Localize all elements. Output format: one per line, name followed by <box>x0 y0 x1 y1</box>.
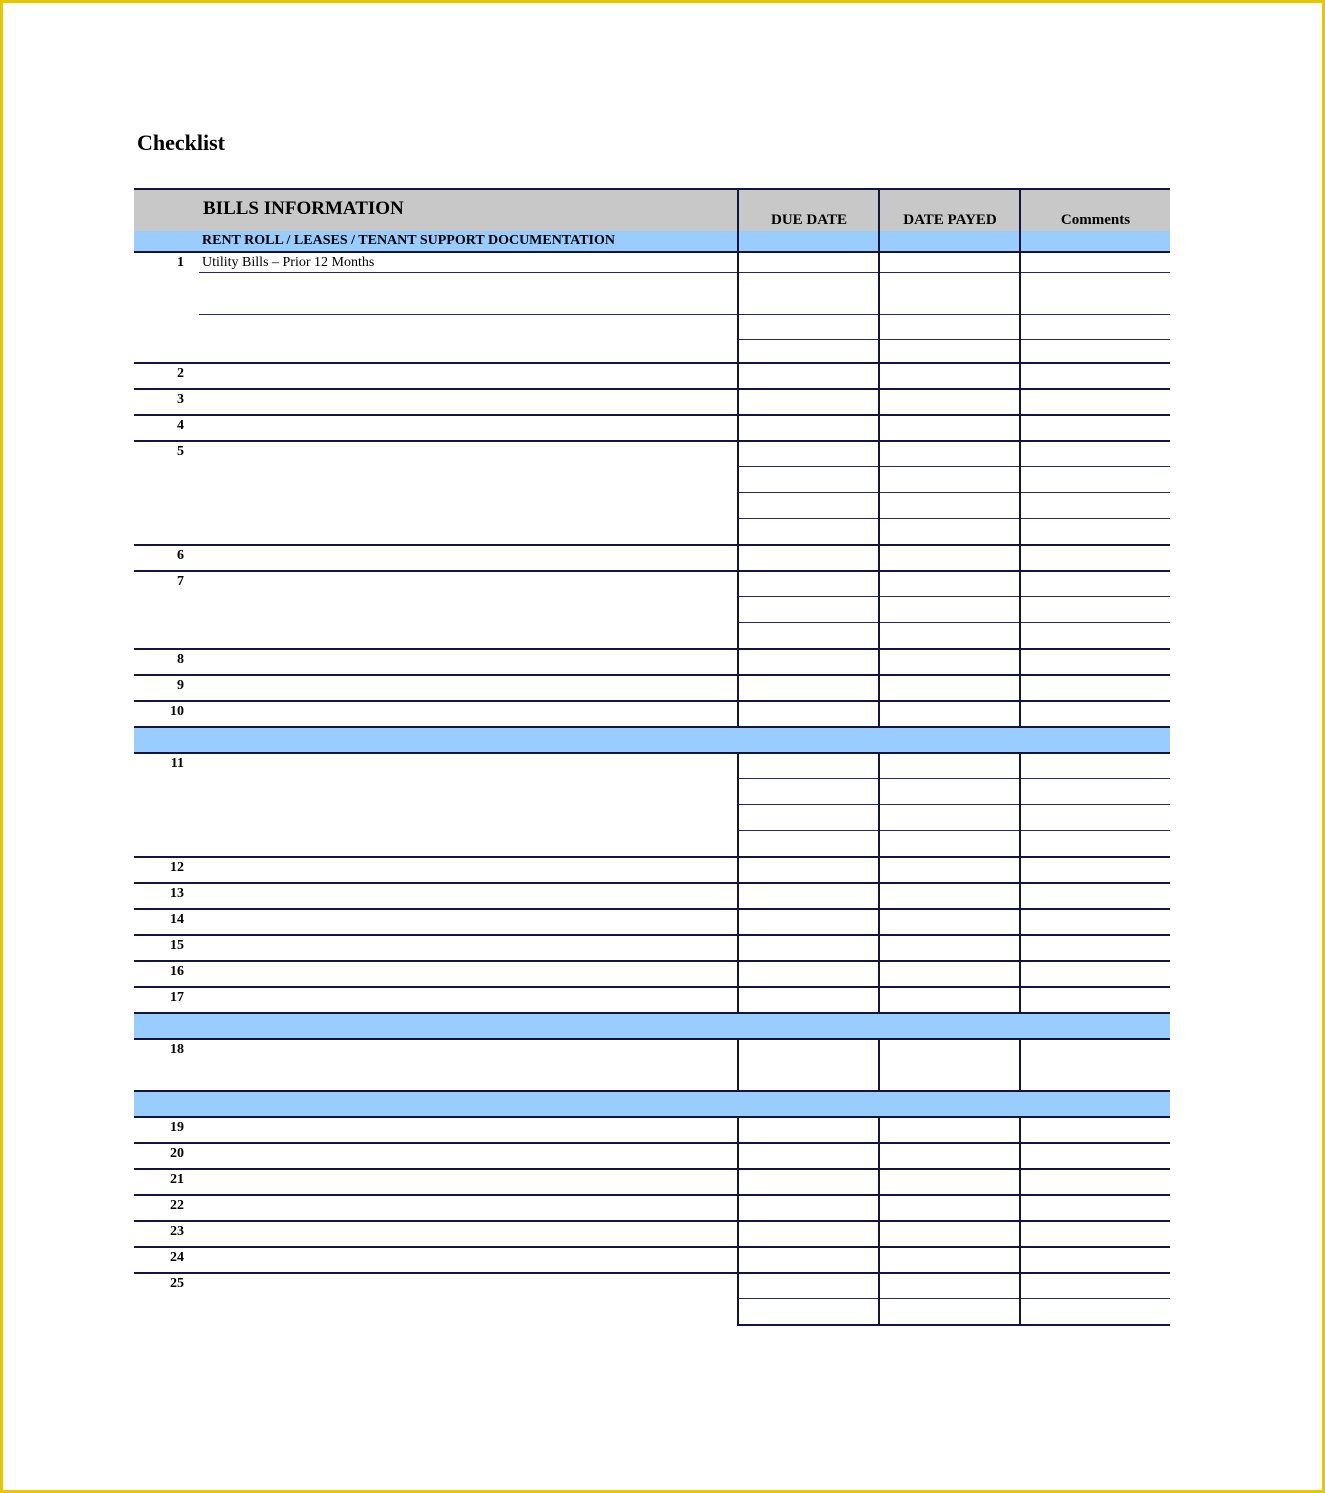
row-line <box>134 1090 1170 1092</box>
row-number: 10 <box>170 704 184 719</box>
row-number: 25 <box>170 1276 184 1291</box>
section-label-rent-roll: RENT ROLL / LEASES / TENANT SUPPORT DOCUMENTATION <box>202 233 615 248</box>
comments-header: Comments <box>1060 212 1131 228</box>
sub-row-line <box>738 314 1170 315</box>
row-line <box>134 674 1170 676</box>
bills-information-heading: BILLS INFORMATION <box>203 198 404 219</box>
sub-row-line <box>738 1298 1170 1299</box>
row-line <box>134 726 1170 728</box>
sub-row-line <box>738 466 1170 467</box>
row-number: 1 <box>177 255 184 270</box>
col-divider-payed <box>878 188 880 727</box>
section-band-3 <box>134 1013 1170 1038</box>
item-1-underline <box>199 272 738 273</box>
item-1-description[interactable]: Utility Bills – Prior 12 Months <box>202 255 375 270</box>
row-number: 3 <box>177 392 184 407</box>
row-line <box>134 1220 1170 1222</box>
row-number: 14 <box>170 912 184 927</box>
row-line <box>134 388 1170 390</box>
row-number: 15 <box>170 938 184 953</box>
row-number: 5 <box>177 444 184 459</box>
col-divider-comments <box>1019 188 1021 727</box>
sub-row-line <box>738 778 1170 779</box>
row-line <box>134 752 1170 754</box>
due-date-header: DUE DATE <box>771 212 847 228</box>
sub-row-line <box>738 804 1170 805</box>
sub-row-line <box>738 492 1170 493</box>
sub-row-line <box>738 596 1170 597</box>
row-number: 16 <box>170 964 184 979</box>
row-number: 24 <box>170 1250 184 1265</box>
row-line <box>134 1012 1170 1014</box>
table-bottom-line <box>738 1324 1170 1326</box>
row-line <box>134 1038 1170 1040</box>
row-line <box>134 1168 1170 1170</box>
row-line <box>134 251 1170 253</box>
row-line <box>134 570 1170 572</box>
sub-row-line <box>738 272 1170 273</box>
row-number: 22 <box>170 1198 184 1213</box>
row-number: 23 <box>170 1224 184 1239</box>
row-number: 13 <box>170 886 184 901</box>
row-line <box>134 1116 1170 1118</box>
row-line <box>134 960 1170 962</box>
col-divider-payed <box>878 1038 880 1091</box>
sub-row-line <box>738 518 1170 519</box>
row-number: 17 <box>170 990 184 1005</box>
row-number: 6 <box>177 548 184 563</box>
col-divider-payed <box>878 1116 880 1326</box>
col-divider-comments <box>1019 752 1021 1013</box>
row-line <box>134 1142 1170 1144</box>
row-line <box>134 362 1170 364</box>
row-line <box>134 700 1170 702</box>
row-line <box>134 882 1170 884</box>
row-number: 8 <box>177 652 184 667</box>
col-divider-due <box>737 1038 739 1091</box>
row-number: 4 <box>177 418 184 433</box>
col-divider-due <box>737 752 739 1013</box>
col-divider-comments <box>1019 1038 1021 1091</box>
row-line <box>134 1272 1170 1274</box>
sub-row-line <box>738 622 1170 623</box>
sub-row-line <box>738 339 1170 340</box>
row-number: 12 <box>170 860 184 875</box>
col-divider-due <box>737 1116 739 1326</box>
row-line <box>134 544 1170 546</box>
row-line <box>134 414 1170 416</box>
row-number: 9 <box>177 678 184 693</box>
section-band-4 <box>134 1091 1170 1116</box>
row-line <box>134 986 1170 988</box>
row-number: 19 <box>170 1120 184 1135</box>
row-number: 2 <box>177 366 184 381</box>
page-title: Checklist <box>137 130 225 155</box>
date-payed-header: DATE PAYED <box>903 212 997 228</box>
col-divider-due <box>737 188 739 727</box>
header-top-border <box>134 188 1170 190</box>
col-divider-payed <box>878 752 880 1013</box>
row-line <box>134 1194 1170 1196</box>
row-number: 18 <box>170 1042 184 1057</box>
item-1-subline <box>199 314 738 315</box>
row-number: 11 <box>170 756 184 771</box>
row-line <box>134 440 1170 442</box>
row-number: 21 <box>170 1172 184 1187</box>
row-number: 20 <box>170 1146 184 1161</box>
sub-row-line <box>738 830 1170 831</box>
row-line <box>134 856 1170 858</box>
section-band-2 <box>134 727 1170 752</box>
row-line <box>134 1246 1170 1248</box>
row-line <box>134 648 1170 650</box>
row-line <box>134 934 1170 936</box>
col-divider-comments <box>1019 1116 1021 1326</box>
row-number: 7 <box>177 574 184 589</box>
row-line <box>134 908 1170 910</box>
